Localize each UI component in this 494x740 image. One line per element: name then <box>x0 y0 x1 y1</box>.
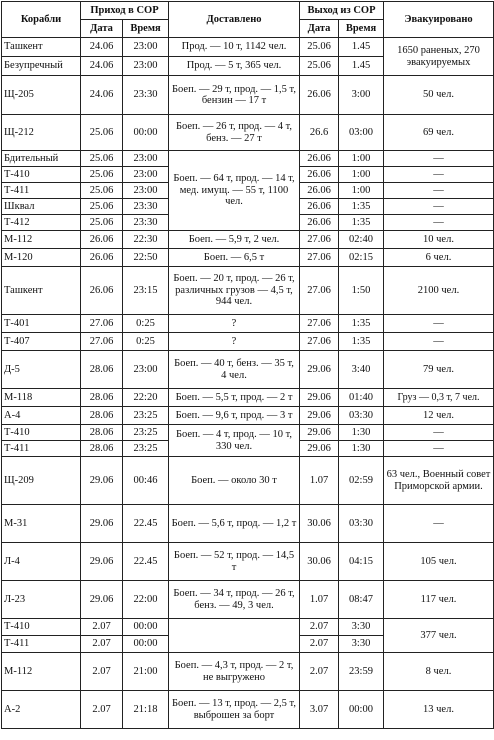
departure-time: 1:30 <box>339 441 384 457</box>
departure-date: 29.06 <box>300 425 339 441</box>
departure-date: 26.6 <box>300 115 339 151</box>
arrival-date: 24.06 <box>81 76 123 115</box>
departure-time: 08:47 <box>339 581 384 619</box>
table-row <box>2 407 494 425</box>
arrival-time: 22.45 <box>123 505 169 543</box>
arrival-date: 2.07 <box>81 691 123 729</box>
table-row <box>2 653 494 691</box>
delivered-cell: Боеп. — 34 т, прод. — 26 т, бенз. — 49, 3 чел. <box>169 581 300 619</box>
ship-name: Ташкент <box>2 267 81 315</box>
departure-time: 03:00 <box>339 115 384 151</box>
arrival-date: 2.07 <box>81 619 123 636</box>
table-row <box>2 581 494 619</box>
ship-name: Шквал <box>2 199 81 215</box>
delivered-cell: Боеп. — 5,6 т, прод. — 1,2 т <box>169 505 300 543</box>
table-row <box>2 76 494 115</box>
delivered-cell: Боеп. — 29 т, прод. — 1,5 т, бензин — 17 т <box>169 76 300 115</box>
table-row <box>2 351 494 389</box>
departure-time: 3:30 <box>339 636 384 653</box>
ship-name: Т-411 <box>2 183 81 199</box>
ship-name: Бдительный <box>2 151 81 167</box>
departure-time: 3:00 <box>339 76 384 115</box>
arrival-time: 23:00 <box>123 57 169 76</box>
ship-name: Ташкент <box>2 38 81 57</box>
arrival-time: 21:00 <box>123 653 169 691</box>
ship-name: Д-5 <box>2 351 81 389</box>
departure-time: 1:00 <box>339 183 384 199</box>
table-row <box>2 389 494 407</box>
arrival-time: 22.45 <box>123 543 169 581</box>
arrival-time: 23:30 <box>123 76 169 115</box>
delivered-cell: Боеп. — 52 т, прод. — 14,5 т <box>169 543 300 581</box>
ship-name: Безупречный <box>2 57 81 76</box>
table-row <box>2 505 494 543</box>
departure-date: 2.07 <box>300 653 339 691</box>
arrival-time: 23:30 <box>123 215 169 231</box>
ship-name: Т-401 <box>2 315 81 333</box>
departure-date: 26.06 <box>300 215 339 231</box>
departure-date: 27.06 <box>300 333 339 351</box>
arrival-time: 23:25 <box>123 441 169 457</box>
arrival-date: 26.06 <box>81 249 123 267</box>
departure-time: 23:59 <box>339 653 384 691</box>
arrival-time: 0:25 <box>123 333 169 351</box>
arrival-date: 28.06 <box>81 441 123 457</box>
ship-name: Т-410 <box>2 619 81 636</box>
arrival-date: 25.06 <box>81 183 123 199</box>
departure-date: 29.06 <box>300 389 339 407</box>
departure-date: 26.06 <box>300 151 339 167</box>
ship-name: М-120 <box>2 249 81 267</box>
departure-date: 26.06 <box>300 183 339 199</box>
arrival-time: 23:30 <box>123 199 169 215</box>
evacuated-cell: 377 чел. <box>384 619 494 653</box>
departure-date: 27.06 <box>300 231 339 249</box>
table-row <box>2 267 494 315</box>
table-row <box>2 543 494 581</box>
arrival-date: 27.06 <box>81 333 123 351</box>
header-arrival-date: Дата <box>81 20 123 38</box>
delivered-cell: Боеп. — около 30 т <box>169 457 300 505</box>
evacuated-cell: — <box>384 183 494 199</box>
evacuated-cell: 69 чел. <box>384 115 494 151</box>
ship-name: Т-411 <box>2 636 81 653</box>
table-row <box>2 333 494 351</box>
departure-date: 29.06 <box>300 441 339 457</box>
evacuated-cell: 79 чел. <box>384 351 494 389</box>
departure-date: 1.07 <box>300 581 339 619</box>
evacuated-cell: — <box>384 167 494 183</box>
arrival-date: 27.06 <box>81 315 123 333</box>
evacuated-cell: 105 чел. <box>384 543 494 581</box>
departure-time: 3:30 <box>339 619 384 636</box>
delivered-cell: Боеп. — 40 т, бенз. — 35 т, 4 чел. <box>169 351 300 389</box>
delivered-cell: Прод. — 10 т, 1142 чел. <box>169 38 300 57</box>
ship-name: Т-411 <box>2 441 81 457</box>
ship-name: Т-412 <box>2 215 81 231</box>
arrival-time: 23:25 <box>123 425 169 441</box>
arrival-date: 24.06 <box>81 38 123 57</box>
arrival-date: 2.07 <box>81 636 123 653</box>
departure-time: 01:40 <box>339 389 384 407</box>
departure-date: 27.06 <box>300 249 339 267</box>
table-row <box>2 691 494 729</box>
departure-date: 30.06 <box>300 505 339 543</box>
header-delivered: Доставлено <box>169 2 300 38</box>
delivered-cell: Боеп. — 13 т, прод. — 2,5 т, выброшен за борт <box>169 691 300 729</box>
departure-time: 04:15 <box>339 543 384 581</box>
delivered-cell <box>169 619 300 653</box>
arrival-time: 23:00 <box>123 183 169 199</box>
arrival-date: 28.06 <box>81 351 123 389</box>
ship-name: Щ-209 <box>2 457 81 505</box>
departure-time: 03:30 <box>339 407 384 425</box>
arrival-date: 25.06 <box>81 167 123 183</box>
departure-date: 30.06 <box>300 543 339 581</box>
header-departure-time: Время <box>339 20 384 38</box>
departure-date: 27.06 <box>300 267 339 315</box>
evacuated-cell: 1650 раненых, 270 эвакуируемых <box>384 38 494 76</box>
ship-name: А-2 <box>2 691 81 729</box>
arrival-date: 28.06 <box>81 425 123 441</box>
arrival-time: 0:25 <box>123 315 169 333</box>
evacuated-cell: — <box>384 315 494 333</box>
departure-time: 1:30 <box>339 425 384 441</box>
arrival-time: 23:15 <box>123 267 169 315</box>
arrival-date: 25.06 <box>81 151 123 167</box>
evacuated-cell: — <box>384 441 494 457</box>
evacuated-cell: 13 чел. <box>384 691 494 729</box>
evacuated-cell: 50 чел. <box>384 76 494 115</box>
table-row <box>2 231 494 249</box>
evacuated-cell: 8 чел. <box>384 653 494 691</box>
arrival-time: 22:30 <box>123 231 169 249</box>
ship-name: Щ-212 <box>2 115 81 151</box>
departure-date: 26.06 <box>300 199 339 215</box>
ship-name: М-118 <box>2 389 81 407</box>
arrival-time: 00:00 <box>123 115 169 151</box>
header-departure: Выход из СОР <box>300 2 384 20</box>
table-row <box>2 115 494 151</box>
delivered-cell: Боеп. — 64 т, прод. — 14 т, мед. имущ. — 55 т, 1100 чел. <box>169 151 300 231</box>
evacuated-cell: 12 чел. <box>384 407 494 425</box>
ship-name: Т-407 <box>2 333 81 351</box>
arrival-time: 22:00 <box>123 581 169 619</box>
table-row <box>2 38 494 57</box>
header-departure-date: Дата <box>300 20 339 38</box>
table-row <box>2 457 494 505</box>
departure-time: 1.45 <box>339 38 384 57</box>
ship-name: А-4 <box>2 407 81 425</box>
delivered-cell: ? <box>169 333 300 351</box>
arrival-date: 26.06 <box>81 231 123 249</box>
header-row-top <box>2 2 494 20</box>
delivered-cell: Боеп. — 5,9 т, 2 чел. <box>169 231 300 249</box>
evacuated-cell: 2100 чел. <box>384 267 494 315</box>
delivered-cell: Боеп. — 5,5 т, прод. — 2 т <box>169 389 300 407</box>
evacuated-cell: 10 чел. <box>384 231 494 249</box>
header-ships: Корабли <box>2 2 81 38</box>
departure-date: 26.06 <box>300 167 339 183</box>
departure-time: 1:35 <box>339 215 384 231</box>
ship-name: М-112 <box>2 653 81 691</box>
arrival-date: 25.06 <box>81 199 123 215</box>
departure-date: 27.06 <box>300 315 339 333</box>
evacuated-cell: 63 чел., Военный совет Приморской армии. <box>384 457 494 505</box>
departure-time: 03:30 <box>339 505 384 543</box>
arrival-time: 00:00 <box>123 619 169 636</box>
departure-time: 1:00 <box>339 151 384 167</box>
ship-name: М-112 <box>2 231 81 249</box>
arrival-date: 29.06 <box>81 505 123 543</box>
departure-date: 29.06 <box>300 407 339 425</box>
table-row <box>2 151 494 167</box>
arrival-date: 29.06 <box>81 543 123 581</box>
departure-time: 02:59 <box>339 457 384 505</box>
table-row <box>2 315 494 333</box>
departure-date: 3.07 <box>300 691 339 729</box>
arrival-date: 29.06 <box>81 581 123 619</box>
arrival-date: 25.06 <box>81 215 123 231</box>
delivered-cell: Боеп. — 26 т, прод. — 4 т, бенз. — 27 т <box>169 115 300 151</box>
departure-date: 2.07 <box>300 636 339 653</box>
departure-time: 1:00 <box>339 167 384 183</box>
delivered-cell: Прод. — 5 т, 365 чел. <box>169 57 300 76</box>
departure-date: 2.07 <box>300 619 339 636</box>
arrival-time: 21:18 <box>123 691 169 729</box>
departure-time: 1:35 <box>339 333 384 351</box>
delivered-cell: ? <box>169 315 300 333</box>
arrival-time: 23:00 <box>123 351 169 389</box>
departure-time: 02:15 <box>339 249 384 267</box>
delivered-cell: Боеп. — 4,3 т, прод. — 2 т, не выгружено <box>169 653 300 691</box>
delivered-cell: Боеп. — 9,6 т, прод. — 3 т <box>169 407 300 425</box>
delivered-cell: Боеп. — 20 т, прод. — 26 т, различных грузов — 4,5 т, 944 чел. <box>169 267 300 315</box>
evacuated-cell: 6 чел. <box>384 249 494 267</box>
departure-time: 1.45 <box>339 57 384 76</box>
evacuated-cell: — <box>384 151 494 167</box>
arrival-time: 23:00 <box>123 167 169 183</box>
ship-name: Л-4 <box>2 543 81 581</box>
header-evacuated: Эвакуировано <box>384 2 494 38</box>
departure-time: 3:40 <box>339 351 384 389</box>
departure-time: 1:50 <box>339 267 384 315</box>
ship-name: М-31 <box>2 505 81 543</box>
delivered-cell: Боеп. — 4 т, прод. — 10 т, 330 чел. <box>169 425 300 457</box>
arrival-date: 2.07 <box>81 653 123 691</box>
departure-time: 1:35 <box>339 199 384 215</box>
departure-date: 29.06 <box>300 351 339 389</box>
departure-date: 1.07 <box>300 457 339 505</box>
arrival-date: 28.06 <box>81 407 123 425</box>
evacuated-cell: — <box>384 505 494 543</box>
arrival-time: 00:00 <box>123 636 169 653</box>
arrival-date: 24.06 <box>81 57 123 76</box>
evacuated-cell: Груз — 0,3 т, 7 чел. <box>384 389 494 407</box>
arrival-time: 00:46 <box>123 457 169 505</box>
departure-time: 1:35 <box>339 315 384 333</box>
evacuation-table <box>1 1 494 729</box>
evacuated-cell: — <box>384 199 494 215</box>
arrival-time: 22:50 <box>123 249 169 267</box>
arrival-time: 23:00 <box>123 151 169 167</box>
evacuated-cell: — <box>384 333 494 351</box>
evacuated-cell: 117 чел. <box>384 581 494 619</box>
header-arrival: Приход в СОР <box>81 2 169 20</box>
evacuated-cell: — <box>384 425 494 441</box>
ship-name: Л-23 <box>2 581 81 619</box>
arrival-date: 26.06 <box>81 267 123 315</box>
departure-time: 00:00 <box>339 691 384 729</box>
arrival-time: 23:00 <box>123 38 169 57</box>
header-arrival-time: Время <box>123 20 169 38</box>
departure-time: 02:40 <box>339 231 384 249</box>
ship-name: Т-410 <box>2 425 81 441</box>
table-row <box>2 619 494 636</box>
table-row <box>2 425 494 441</box>
arrival-date: 29.06 <box>81 457 123 505</box>
ship-name: Т-410 <box>2 167 81 183</box>
arrival-time: 23:25 <box>123 407 169 425</box>
arrival-date: 28.06 <box>81 389 123 407</box>
departure-date: 26.06 <box>300 76 339 115</box>
table-row <box>2 249 494 267</box>
evacuated-cell: — <box>384 215 494 231</box>
delivered-cell: Боеп. — 6,5 т <box>169 249 300 267</box>
departure-date: 25.06 <box>300 38 339 57</box>
arrival-date: 25.06 <box>81 115 123 151</box>
ship-name: Щ-205 <box>2 76 81 115</box>
departure-date: 25.06 <box>300 57 339 76</box>
arrival-time: 22:20 <box>123 389 169 407</box>
